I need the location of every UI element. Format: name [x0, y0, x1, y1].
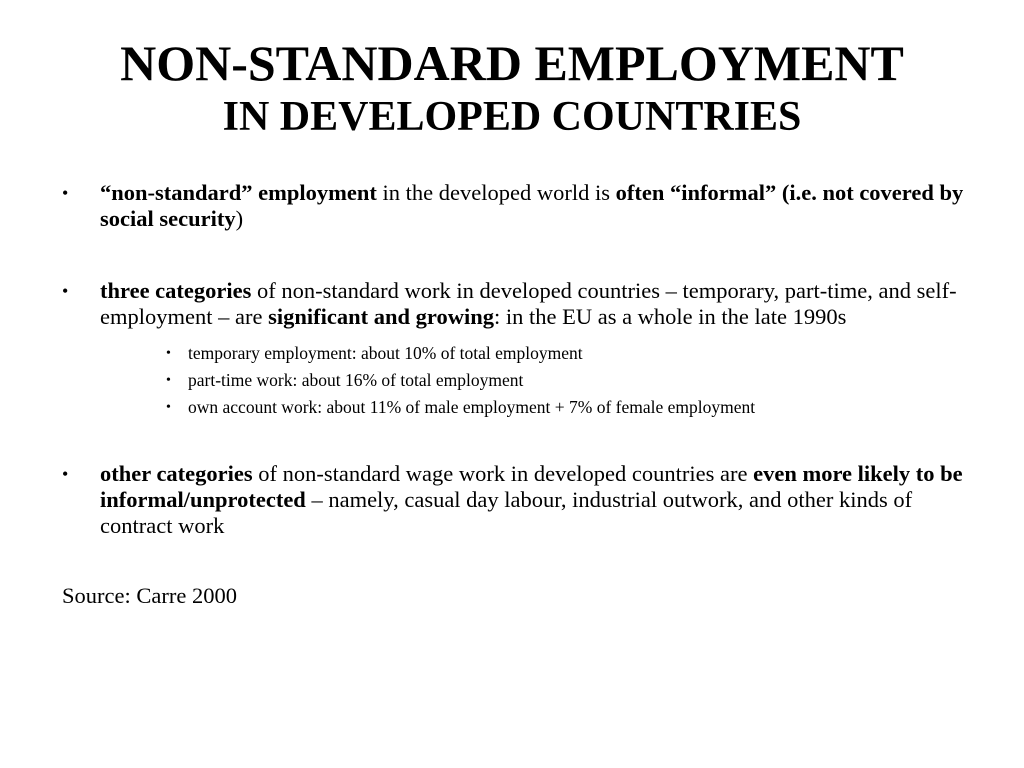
- bullet-text: [100, 461, 963, 538]
- bold-phrase: other categories: [100, 461, 253, 486]
- bullet-icon: •: [166, 373, 171, 388]
- bullet-icon: •: [166, 346, 171, 361]
- text-phrase: ): [235, 206, 244, 231]
- bullet-text: [100, 180, 963, 231]
- slide-title: [0, 35, 1024, 140]
- bullet-text: [100, 278, 957, 329]
- bullet-icon: •: [62, 183, 69, 203]
- text-phrase: – namely, casual day labour, industrial outwork, and other kinds of contract work: [100, 487, 913, 538]
- sub-bullet-item: [62, 367, 972, 394]
- bullet-item-three-categories: [62, 278, 972, 330]
- bullet-icon: •: [62, 464, 69, 484]
- sub-bullet-text: temporary employment: about 10% of total employment: [188, 343, 583, 363]
- bold-phrase: three categories: [100, 278, 252, 303]
- bold-phrase: often “informal” (i.e. not covered by social security: [100, 180, 964, 231]
- title-line-2: IN DEVELOPED COUNTRIES: [222, 94, 802, 140]
- text-phrase: in the developed world is: [376, 180, 616, 205]
- bullet-item-other-categories: [62, 461, 972, 539]
- sub-bullet-item: [62, 340, 972, 367]
- slide-body: [62, 180, 972, 609]
- bullet-icon: •: [62, 281, 69, 301]
- sub-bullet-text: own account work: about 11% of male employment + 7% of female employment: [188, 397, 756, 417]
- text-phrase: of non-standard work in developed countries – temporary, part-time, and self-employment – are: [100, 278, 957, 329]
- bold-phrase: “non-standard” employment: [100, 180, 377, 205]
- bold-phrase: significant and growing: [268, 304, 494, 329]
- source-citation: Source: Carre 2000: [62, 583, 237, 608]
- title-line-1: NON-STANDARD EMPLOYMENT: [120, 35, 904, 91]
- text-phrase: : in the EU as a whole in the late 1990s: [493, 304, 847, 329]
- bullet-item-informal-employment: [62, 180, 972, 232]
- text-phrase: of non-standard wage work in developed countries are: [252, 461, 754, 486]
- sub-bullet-list: [62, 340, 972, 421]
- sub-bullet-text: part-time work: about 16% of total employment: [188, 370, 524, 390]
- bullet-icon: •: [166, 400, 171, 415]
- sub-bullet-item: [62, 394, 972, 421]
- bold-phrase: even more likely to be informal/unprotected: [100, 461, 963, 512]
